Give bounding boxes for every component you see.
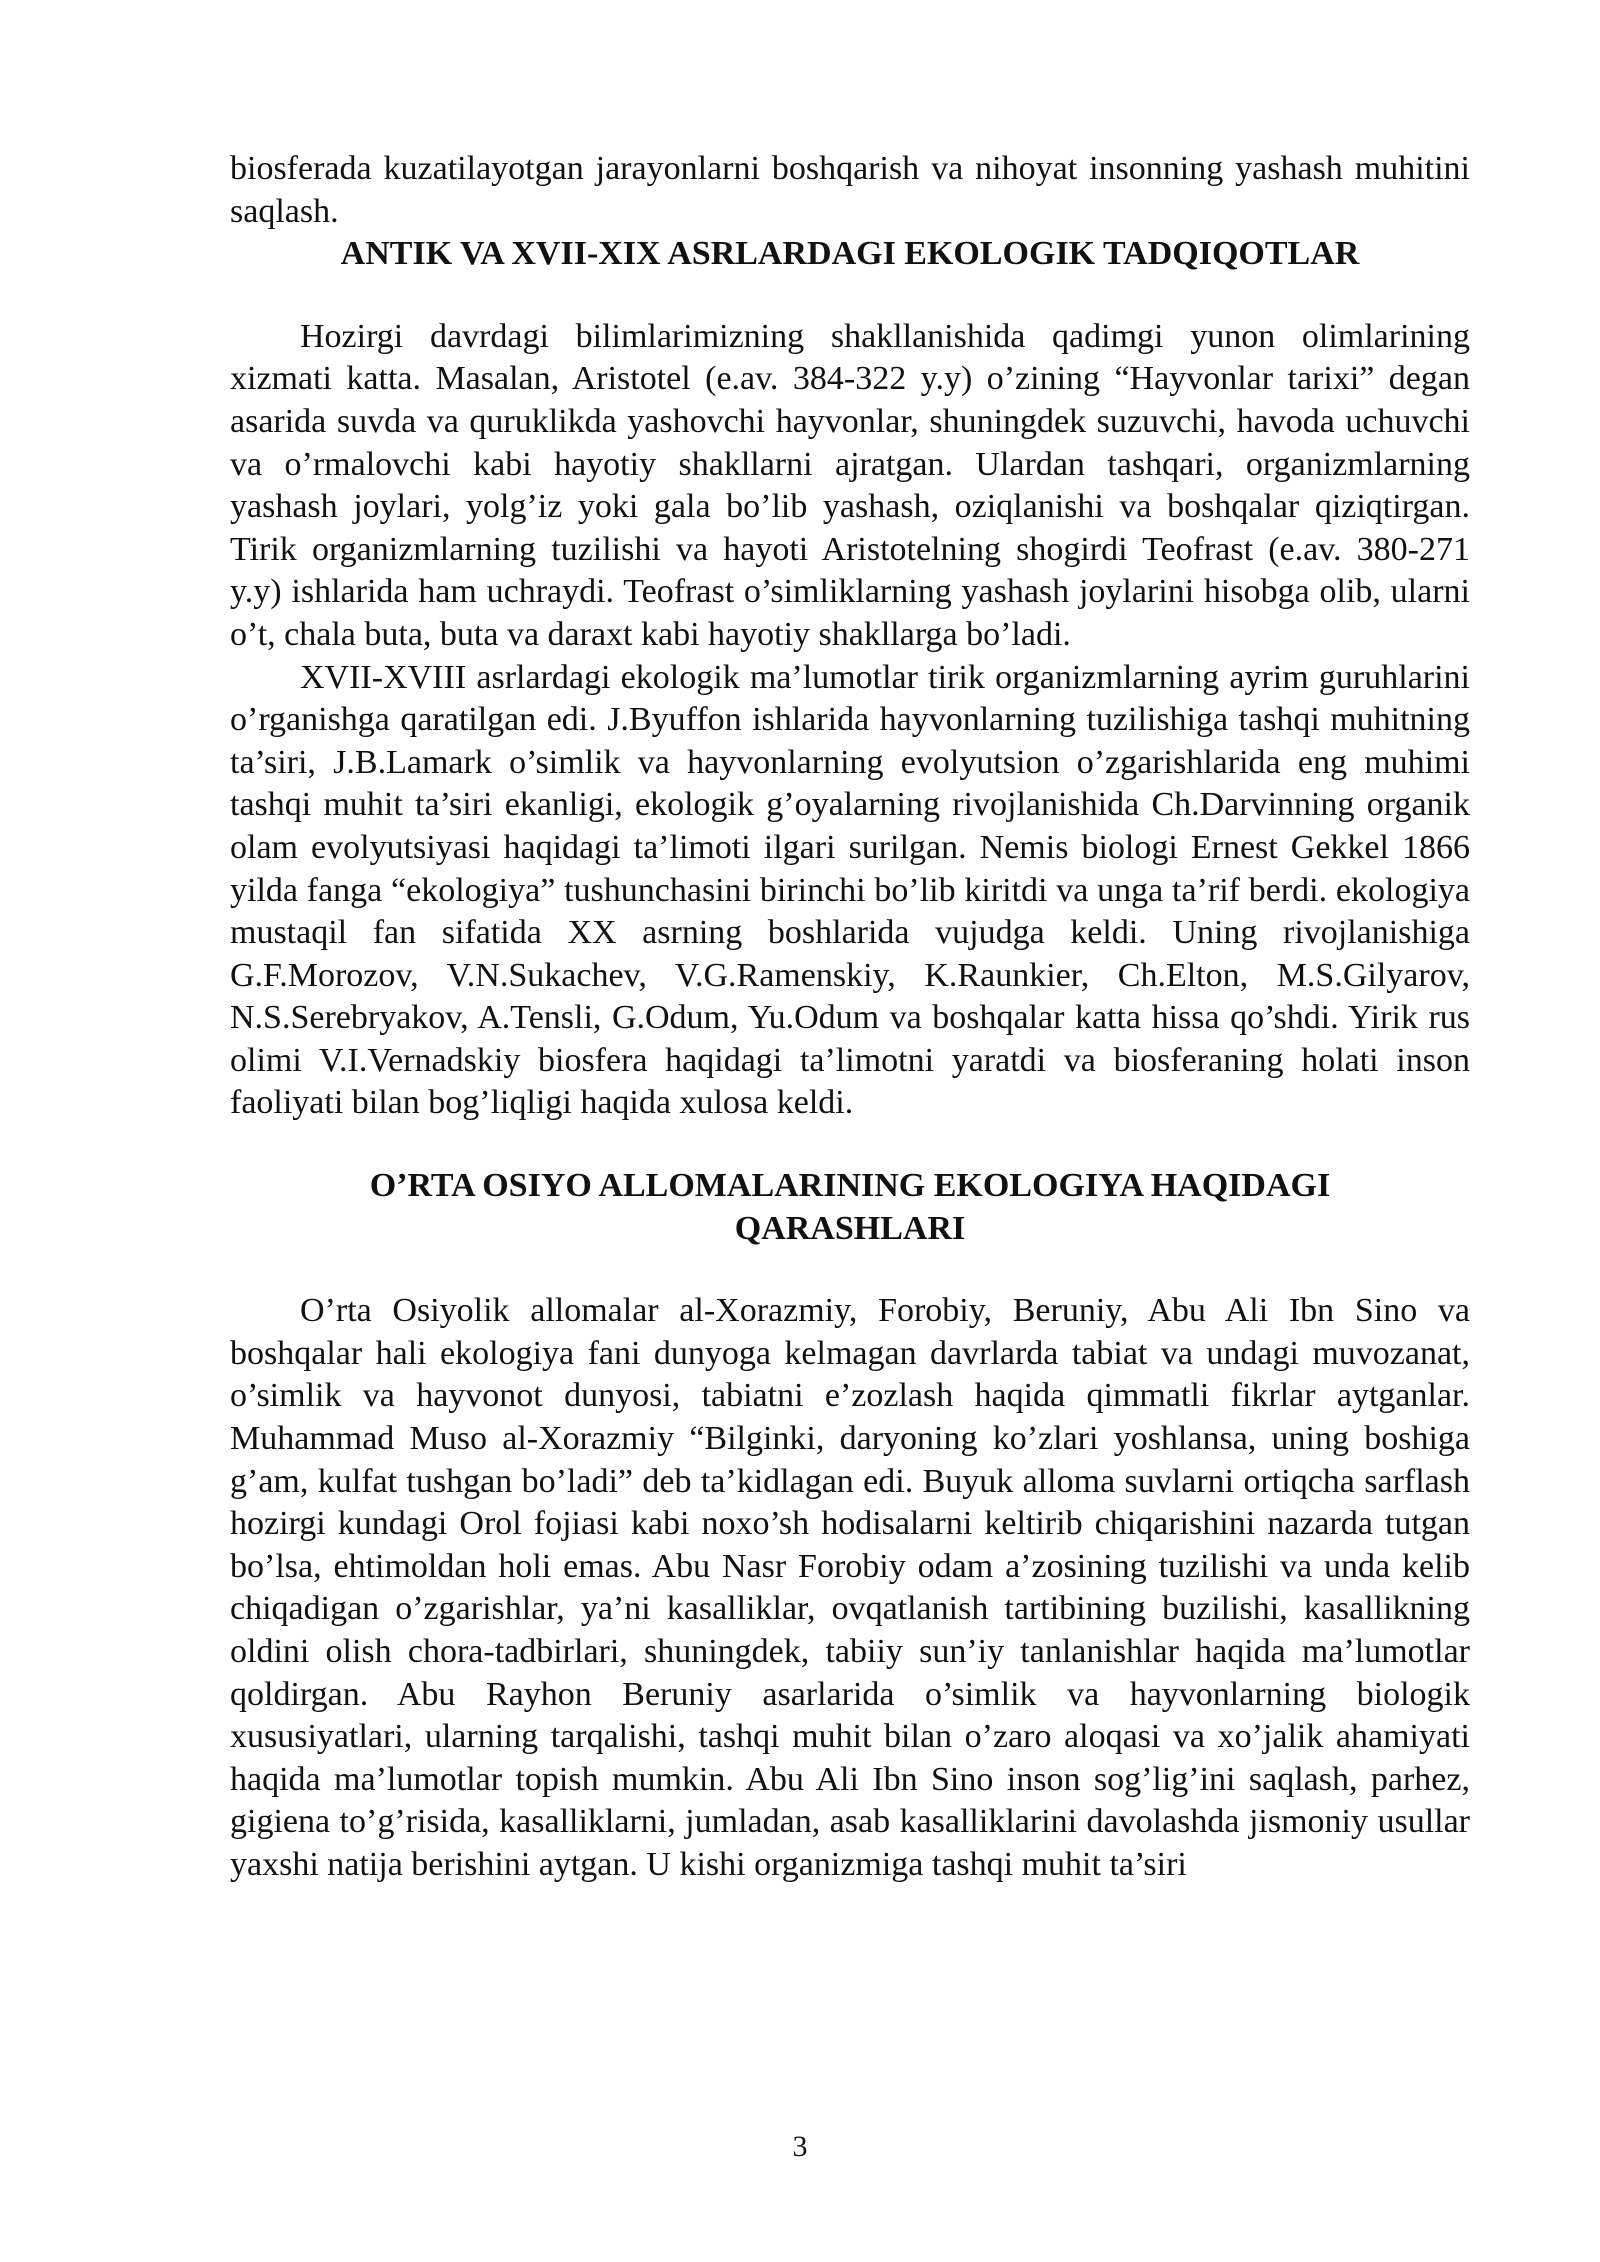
paragraph-allomalar: O’rta Osiyolik allomalar al-Xorazmiy, Forobiy, Beruniy, Abu Ali Ibn Sino va boshqalar hali ekologiya fani dunyoga kelmagan davrlarda tabiat va undagi muvozanat, o’simlik va hayvonot dunyosi, tabiatni e’zozlash haqida qimmatli fikrlar aytganlar. Muhammad Muso al-Xorazmiy “Bilginki, daryoning ko’zlari yoshlansa, uning boshiga g’am, kulfat tushgan bo’ladi” deb ta’kidlagan edi. Buyuk alloma suvlarni ortiqcha sarflash hozirgi kundagi Orol fojiasi kabi noxo’sh hodisalarni keltirib chiqarishini nazarda tutgan bo’lsa, ehtimoldan holi emas. Abu Nasr Forobiy odam a’zosining tuzilishi va unda kelib chiqadigan o’zgarishlar, ya’ni kasalliklar, ovqatlanish tartibining buzilishi, kasallikning oldini olish chora-tadbirlari, shuningdek, tabiiy sun’iy tanlanishlar haqida ma’lumotlar qoldirgan. Abu Rayhon Beruniy asarlarida o’simlik va hayvonlarning biologik xususiyatlari, ularning tarqalishi, tashqi muhit bilan o’zaro aloqasi va xo’jalik ahamiyati haqida ma’lumotlar topish mumkin. Abu Ali Ibn Sino inson sog’lig’ini saqlash, parhez, gigiena to’g’risida, kasalliklarni, jumladan, asab kasalliklarini davolashda jismoniy usullar yaxshi natija berishini aytgan. U kishi organizmiga tashqi muhit ta’siri [230,1292,1470,1883]
document-page [230,148,1470,1887]
paragraph-aristotel: Hozirgi davrdagi bilimlarimizning shakllanishida qadimgi yunon olimlarining xizmati katta. Masalan, Aristotel (e.av. 384-322 y.y) o’zining “Hayvonlar tarixi” degan asarida suvda va quruklikda yashovchi hayvonlar, shuningdek suzuvchi, havoda uchuvchi va o’rmalovchi kabi hayotiy shakllarni ajratgan. Ulardan tashqari, organizmlarning yashash joylari, yolg’iz yoki gala bo’lib yashash, oziqlanishi va boshqalar qiziqtirgan. Tirik organizmlarning tuzilishi va hayoti Aristotelning shogirdi Teofrast (e.av. 380-271 y.y) ishlarida ham uchraydi. Teofrast o’simliklarning yashash joylarini hisobga olib, ularni o’t, chala buta, buta va daraxt kabi hayotiy shakllarga bo’ladi. [230,317,1470,653]
section-title-orta-osiyo: O’RTA OSIYO ALLOMALARINING EKOLOGIYA HAQIDAGI QARASHLARI [369,1167,1331,1247]
section-title-antik: ANTIK VA XVII-XIX ASRLARDAGI EKOLOGIK TADQIQOTLAR [340,235,1360,273]
paragraph-xvii-xviii: XVII-XVIII asrlardagi ekologik ma’lumotlar tirik organizmlarning ayrim guruhlarini o’rganishga qaratilgan edi. J.Byuffon ishlarida hayvonlarning tuzilishiga tashqi muhitning ta’siri, J.B.Lamark o’simlik va hayvonlarning evolyutsion o’zgarishlarida eng muhimi tashqi muhit ta’siri ekanligi, ekologik g’oyalarning rivojlanishida Ch.Darvinning organik olam evolyutsiyasi haqidagi ta’limoti ilgari surilgan. Nemis biologi Ernest Gekkel 1866 yilda fanga “ekologiya” tushunchasini birinchi bo’lib kiritdi va unga ta’rif berdi. ekologiya mustaqil fan sifatida XX asrning boshlarida vujudga keldi. Uning rivojlanishiga G.F.Morozov, V.N.Sukachev, V.G.Ramenskiy, K.Raunkier, Ch.Elton, M.S.Gilyarov, N.S.Serebryakov, A.Tensli, G.Odum, Yu.Odum va boshqalar katta hissa qo’shdi. Yirik rus olimi V.I.Vernadskiy biosfera haqidagi ta’limotni yaratdi va biosferaning holati inson faoliyati bilan bog’liqligi haqida xulosa keldi. [230,658,1470,1122]
continuation-paragraph: biosferada kuzatilayotgan jarayonlarni boshqarish va nihoyat insonning yashash muhitini saqlash. [230,150,1470,230]
page-number: 3 [792,2130,808,2163]
